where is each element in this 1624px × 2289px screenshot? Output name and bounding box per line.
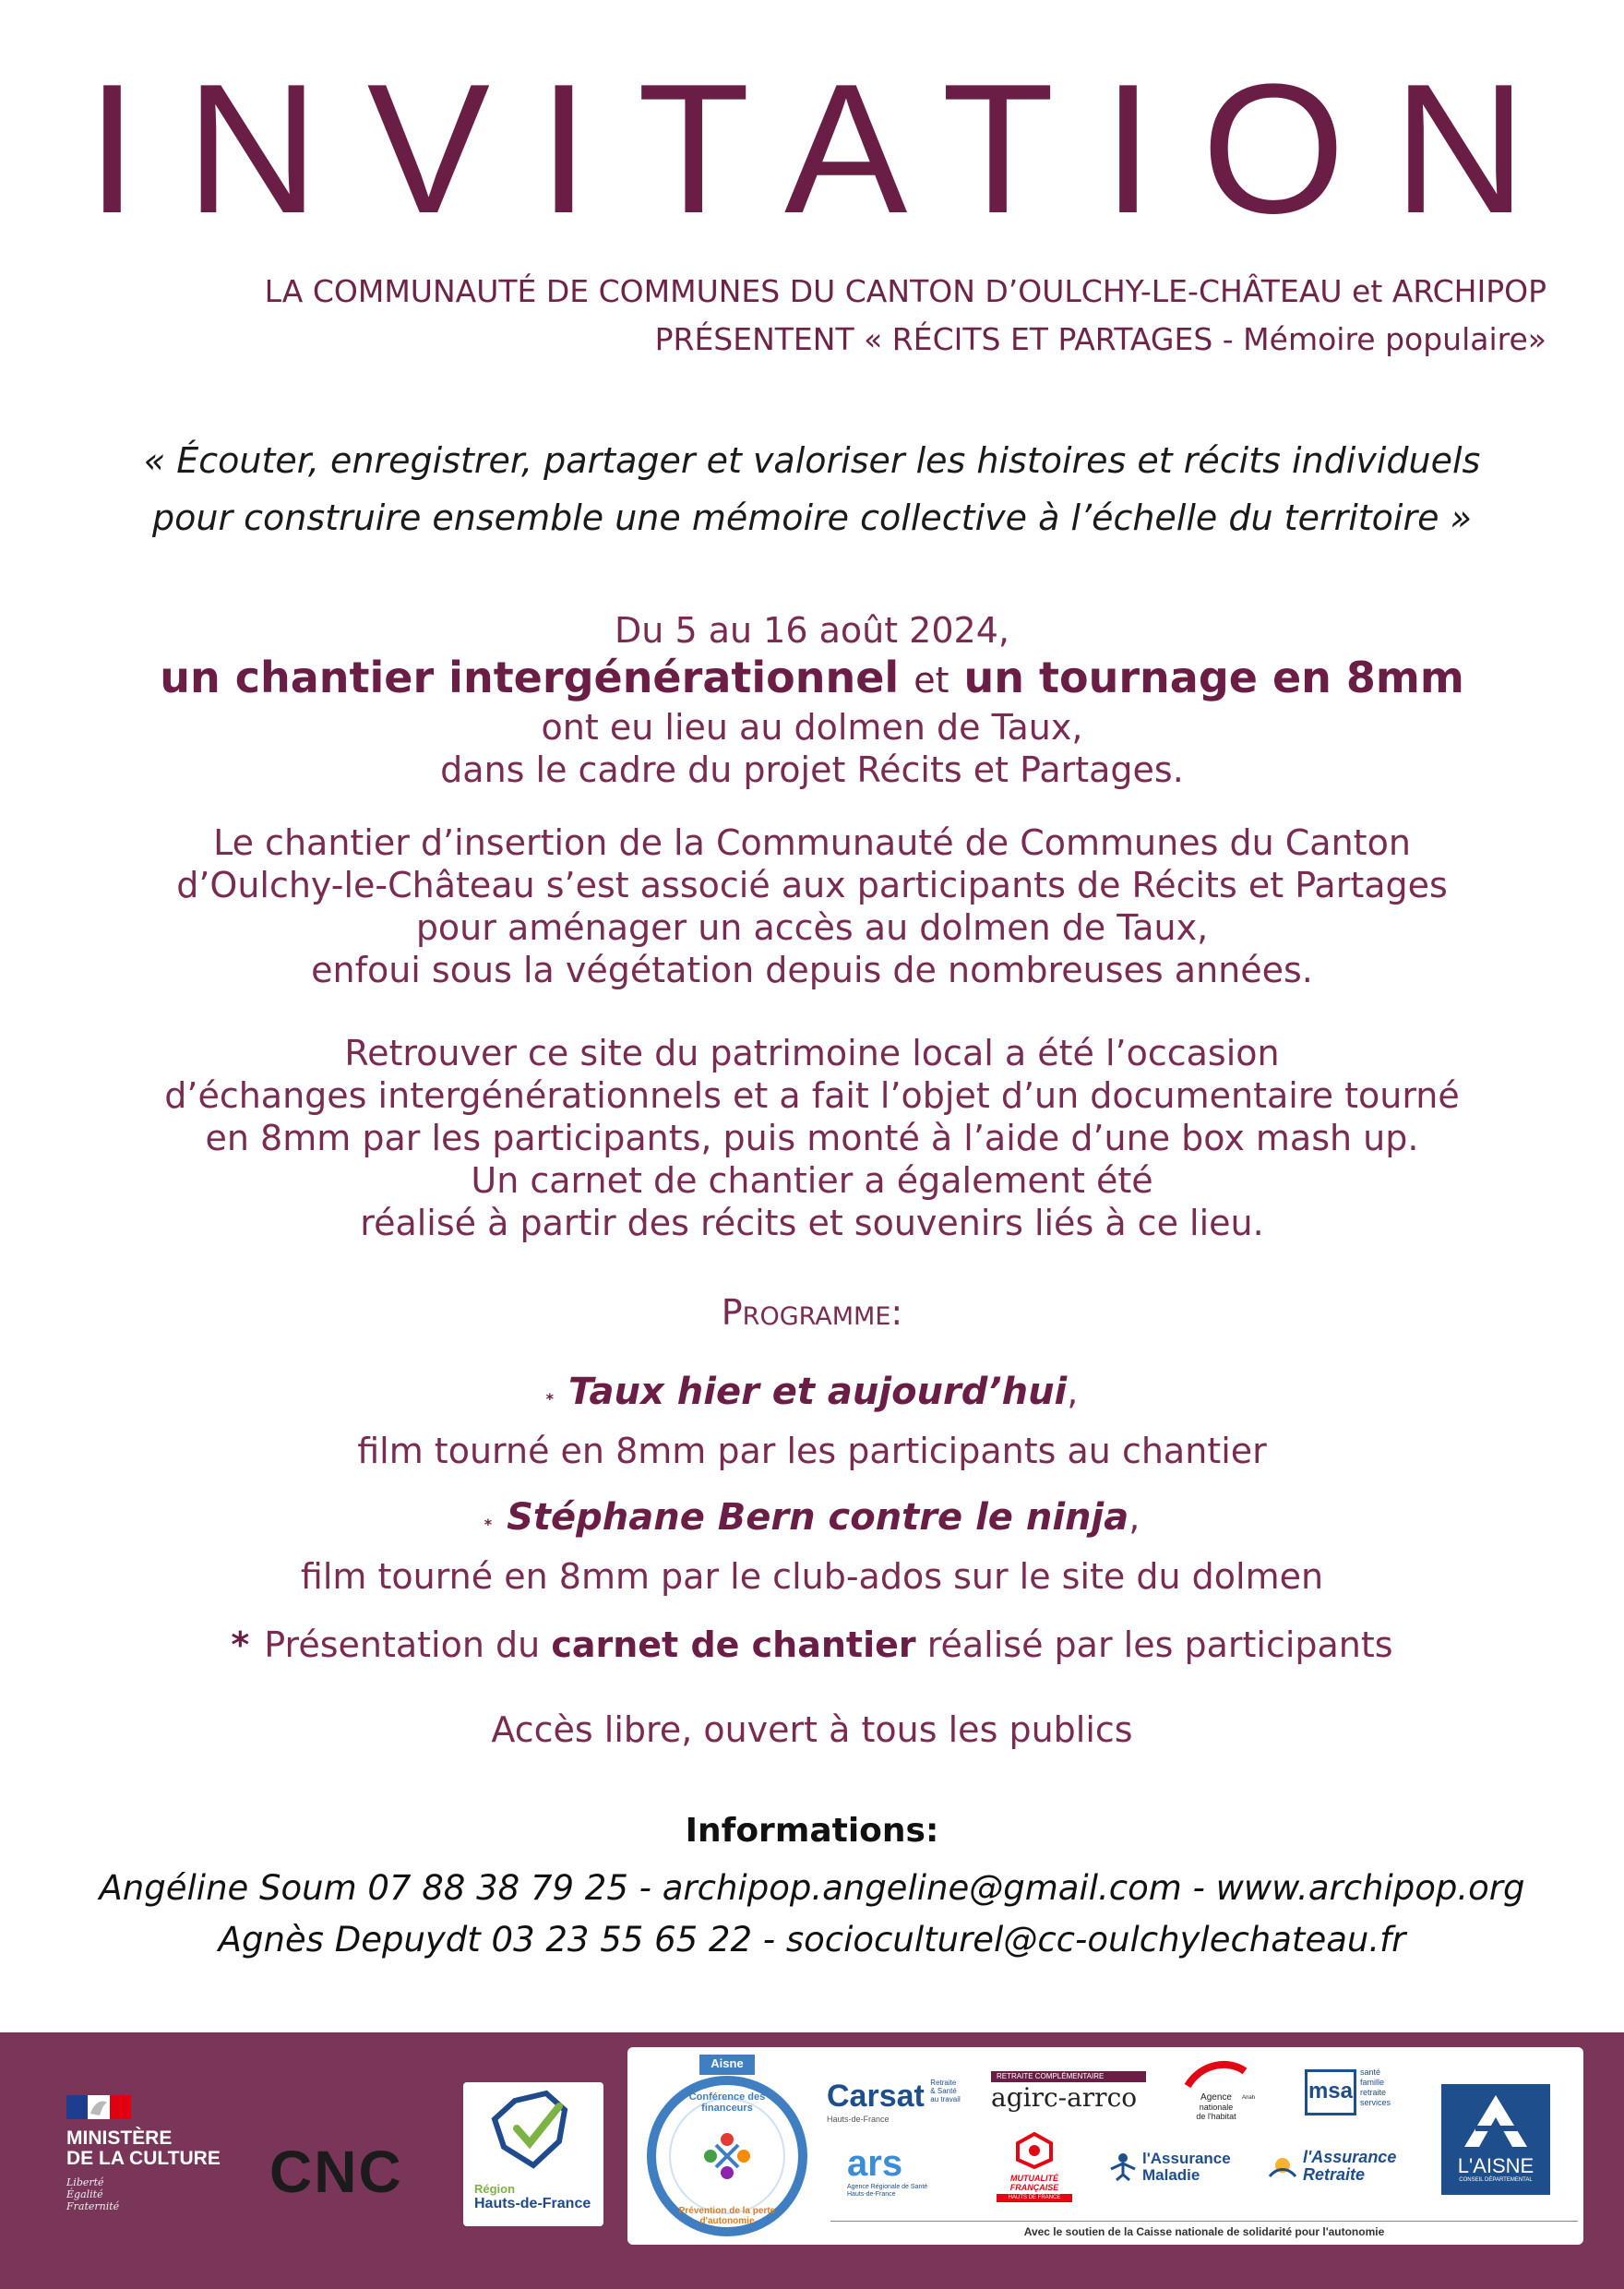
- carsat-side-1: Retraite: [930, 2079, 957, 2087]
- title-comma: ,: [1128, 1497, 1140, 1538]
- assurance-maladie-logo: [1107, 2151, 1236, 2184]
- anah-label-3: de l'habitat: [1196, 2112, 1236, 2121]
- event-headline: [0, 652, 1624, 706]
- msa-wordmark: msa: [1305, 2069, 1356, 2115]
- event-block: [0, 609, 1624, 791]
- presenters-block: [265, 268, 1546, 364]
- event-highlight-tournage: un tournage en 8mm: [963, 653, 1464, 702]
- mutualite-label-3: HAUTS DE FRANCE: [997, 2194, 1072, 2202]
- assurance-retraite-label-1: l'Assurance: [1303, 2148, 1397, 2166]
- quote-line-1: « Écouter, enregistrer, partager et valoriser les histoires et récits individuels: [143, 440, 1481, 481]
- mutualite-hexagon-icon: [1014, 2132, 1055, 2169]
- contact-agnes: Agnès Depuydt 03 23 55 65 22 - socioculturel@cc-oulchylechateau.fr: [218, 1920, 1406, 1959]
- agirc-arrco-logo: [991, 2071, 1146, 2114]
- title-comma: ,: [1067, 1372, 1079, 1412]
- ministere-label-2: DE LA CULTURE: [66, 2148, 221, 2169]
- paragraph-line: Retrouver ce site du patrimoine local a été l’occasion: [344, 1033, 1280, 1073]
- ars-logo: [847, 2143, 967, 2199]
- carsat-side-2: & Santé: [930, 2087, 957, 2095]
- anah-small-label: Anah: [1241, 2095, 1255, 2101]
- ars-subtitle-2: Hauts-de-France: [847, 2191, 896, 2198]
- carsat-region: Hauts-de-France: [827, 2115, 890, 2124]
- paragraph-line: enfoui sous la végétation depuis de nombreuses années.: [311, 950, 1313, 990]
- event-connector: et: [914, 660, 949, 701]
- msa-logo: [1305, 2066, 1415, 2121]
- aisne-subtitle: CONSEIL DÉPARTEMENTAL: [1459, 2177, 1533, 2183]
- mutualite-logo: [993, 2132, 1076, 2202]
- devise-fraternite: Fraternité: [66, 2200, 120, 2212]
- paragraph-line: d’Oulchy-le-Château s’est associé aux participants de Récits et Partages: [176, 865, 1448, 905]
- ars-subtitle-1: Agence Régionale de Santé: [847, 2184, 928, 2190]
- presenters-line-1: LA COMMUNAUTÉ DE COMMUNES DU CANTON D’OULCHY-LE-CHÂTEAU et ARCHIPOP: [264, 273, 1546, 309]
- region-label: Région: [474, 2182, 516, 2196]
- devise-liberte: Liberté: [66, 2176, 104, 2188]
- event-context: dans le cadre du projet Récits et Partages.: [440, 749, 1184, 790]
- aisne-wordmark: L'AISNE: [1457, 2154, 1534, 2177]
- bullet-star: *: [484, 1516, 493, 1533]
- msa-label-2: famille: [1360, 2078, 1385, 2087]
- event-location: ont eu lieu au dolmen de Taux,: [541, 707, 1083, 748]
- anah-logo: [1170, 2058, 1262, 2121]
- programme-item-1: [0, 1366, 1624, 1477]
- region-heart-icon: [463, 2082, 603, 2178]
- ministere-culture-logo: [66, 2095, 260, 2212]
- agirc-wordmark: agirc-arrco: [991, 2082, 1138, 2113]
- programme-item-3: [0, 1619, 1624, 1671]
- programme-heading: Programme:: [721, 1292, 903, 1333]
- region-hauts-de-france-logo: [463, 2082, 603, 2226]
- paragraph-chantier: [0, 821, 1624, 991]
- carnet-de-chantier: carnet de chantier: [551, 1624, 916, 1665]
- assurance-maladie-label-1: l'Assurance: [1142, 2150, 1231, 2167]
- page-title: INVITATION: [86, 46, 1575, 252]
- msa-label-1: santé: [1360, 2067, 1381, 2077]
- carsat-logo: [827, 2079, 965, 2124]
- ministere-label-1: MINISTÈRE: [66, 2127, 173, 2149]
- marianne-flag-icon: [66, 2095, 131, 2119]
- cnc-logo: CNC: [269, 2139, 403, 2205]
- paragraph-line: Le chantier d’insertion de la Communauté de Communes du Canton: [213, 822, 1411, 863]
- carsat-side-3: au travail: [930, 2095, 961, 2103]
- paragraph-line: pour aménager un accès au dolmen de Taux,: [415, 907, 1209, 948]
- region-name: Hauts-de-France: [474, 2196, 591, 2211]
- project-quote: [0, 432, 1624, 546]
- aisne-logo: [1441, 2084, 1550, 2195]
- anah-label-1: Agence: [1200, 2092, 1232, 2103]
- bullet-star: *: [545, 1390, 555, 1408]
- paragraph-line: réalisé à partir des récits et souvenirs liés à ce lieu.: [360, 1203, 1264, 1243]
- ars-wordmark: ars: [847, 2143, 903, 2184]
- anah-label-2: nationale: [1199, 2103, 1234, 2112]
- presentation-pre: Présentation du: [264, 1624, 541, 1665]
- informations-heading: Informations:: [685, 1812, 939, 1850]
- mutualite-label-1: MUTUALITÉ: [1010, 2174, 1058, 2183]
- film-title-bern: Stéphane Bern contre le ninja: [507, 1496, 1129, 1539]
- presenters-line-2: PRÉSENTENT « RÉCITS ET PARTAGES - Mémoire populaire»: [654, 321, 1546, 357]
- assurance-maladie-label-2: Maladie: [1142, 2166, 1200, 2184]
- mutualite-label-2: FRANÇAISE: [1009, 2183, 1059, 2192]
- conference-aisne-label: Aisne: [710, 2056, 744, 2070]
- event-date: Du 5 au 16 août 2024,: [615, 610, 1009, 651]
- assurance-maladie-figure-icon: [1107, 2151, 1139, 2182]
- informations-block: [0, 1863, 1624, 1966]
- msa-label-4: services: [1360, 2098, 1391, 2107]
- quote-line-2: pour construire ensemble une mémoire collective à l’échelle du territoire »: [152, 497, 1472, 538]
- cnsa-support-line: Avec le soutien de la Caisse nationale de solidarité pour l'autonomie: [830, 2221, 1578, 2238]
- anah-roof-icon: [1184, 2058, 1248, 2088]
- conference-ring-label: Conférence des financeurs: [688, 2091, 766, 2114]
- film-description-bern: film tourné en 8mm par le club-ados sur le site du dolmen: [300, 1556, 1324, 1597]
- access-note: Accès libre, ouvert à tous les publics: [491, 1709, 1133, 1750]
- contact-angeline: Angéline Soum 07 88 38 79 25 - archipop.angeline@gmail.com - www.archipop.org: [99, 1868, 1525, 1908]
- paragraph-documentaire: [0, 1032, 1624, 1244]
- conference-financeurs-logo: [646, 2051, 808, 2241]
- programme-item-2: [0, 1492, 1624, 1602]
- presentation-post: réalisé par les participants: [926, 1624, 1393, 1665]
- conference-prevention-label: Prévention de la perte d'autonomie: [678, 2206, 776, 2226]
- bullet-star: *: [231, 1624, 250, 1665]
- assurance-retraite-label-2: Retraite: [1303, 2165, 1366, 2184]
- film-description-taux: film tourné en 8mm par les participants au chantier: [357, 1431, 1267, 1471]
- paragraph-line: d’échanges intergénérationnels et a fait l’objet d’un documentaire tourné: [164, 1075, 1460, 1116]
- event-highlight-chantier: un chantier intergénérationnel: [160, 653, 900, 702]
- film-title-taux: Taux hier et aujourd’hui: [568, 1371, 1068, 1413]
- paragraph-line: en 8mm par les participants, puis monté à l’aide d’une box mash up.: [205, 1118, 1419, 1158]
- aisne-a-icon: [1459, 2091, 1533, 2151]
- assurance-retraite-sun-icon: [1266, 2149, 1299, 2182]
- msa-label-3: retraite: [1360, 2088, 1387, 2097]
- paragraph-line: Un carnet de chantier a également été: [471, 1160, 1153, 1201]
- assurance-retraite-logo: [1266, 2149, 1414, 2184]
- agirc-top-label: RETRAITE COMPLÉMENTAIRE: [991, 2071, 1146, 2082]
- carsat-wordmark: Carsat: [827, 2079, 925, 2114]
- devise-egalite: Égalité: [66, 2188, 103, 2200]
